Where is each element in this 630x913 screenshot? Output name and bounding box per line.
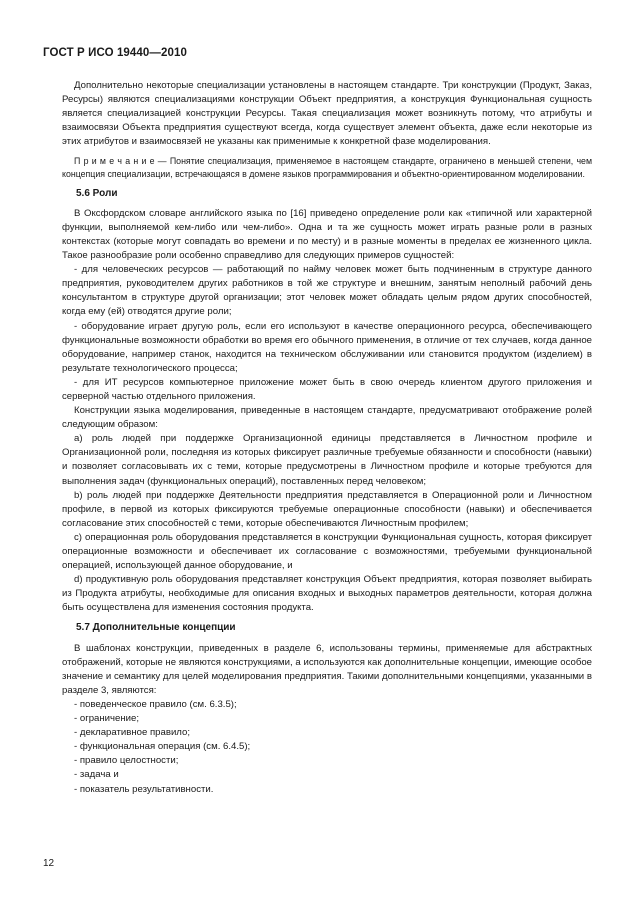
list-item: - ограничение; [74, 713, 140, 725]
list-item: b) роль людей при поддержке Деятельности предприятия представляется в Операционной роли и Личностном профиле, в первой из которых фиксируются требуемые операционные способности (навыки) и обеспечивается согласование этих способностей с теми, которые обеспечиваются Личностным профилем; [62, 489, 592, 529]
paragraph: Конструкции языка моделирования, приведенные в настоящем стандарте, предусматривают отображение ролей следующим образом: [62, 405, 592, 431]
list-item: - задача и [74, 769, 119, 781]
paragraph: В Оксфордском словаре английского языка по [16] приведено определение роли как «типичной или характерной функции, выполняемой кем-либо или чем-либо». Одна и та же сущность может играть разные роли в разных контекстах (которые могут совпадать во времени и по месту) и в разные моменты в пределах ее жизненного цикла. Такое разнообразие роли особенно справедливо для следующих примеров сущностей: [62, 207, 592, 262]
paragraph: В шаблонах конструкции, приведенных в разделе 6, использованы термины, применяемые для абстрактных отображений, которые не являются конструкциями, а используются как дополнительные концепции, имеющие особое значение и семантику для целей моделирования предприятия. Такими дополнительными концепциями, указанными в разделе 3, являются: [62, 642, 592, 696]
paragraph: Дополнительно некоторые специализации установлены в настоящем стандарте. Три конструкции (Продукт, Заказ, Ресурсы) являются специализациями конструкции Объект предприятия, а конструкция Функциональная сущность является специализацией конструкции Ресурсы. Такая специализация может возникнуть потому, что атрибуты и взаимосвязи Объекта предприятия существуют всегда, когда существует элемент объекта, даже если некоторые из этих атрибутов и взаимосвязей не указаны как применимые к конкретной фазе моделирования. [62, 80, 592, 148]
list-item: - поведенческое правило (см. 6.3.5); [74, 698, 237, 710]
document-body [62, 79, 592, 797]
section-title-5-7: 5.7 Дополнительные концепции [76, 622, 236, 634]
document-header: ГОСТ Р ИСО 19440—2010 [43, 47, 188, 59]
list-item: - правило целостности; [74, 755, 179, 767]
concept-list [62, 698, 592, 797]
list-item: - для ИТ ресурсов компьютерное приложение может быть в свою очередь клиентом другого приложения и серверной частью отдельного приложения. [62, 376, 592, 402]
note: П р и м е ч а н и е — Понятие специализация, применяемое в настоящем стандарте, ограничено в меньшей степени, чем концепция специализации, встречающаяся в домене языков программирования и объектно-ориентированном моделировании. [62, 156, 592, 180]
list-item: d) продуктивную роль оборудования представляет конструкция Объект предприятия, которая позволяет выбирать из Продукта атрибуты, необходимые для описания входных и выходных параметров деятельности, которая должна быть осуществлена для изменения состояния продукта. [62, 574, 592, 614]
list-item: а) роль людей при поддержке Организационной единицы представляется в Личностном профиле и Организационной роли, последняя из которых фиксирует различные требуемые обязанности и способности (навыки) и позволяет согласовывать их с теми, которые предусмотрены в Личностном профиле и которые требуются для выполнения задач (функциональных операций), поставленных перед человеком; [62, 433, 592, 487]
list-item: - декларативное правило; [74, 727, 191, 739]
list-item: - функциональная операция (см. 6.4.5); [74, 741, 251, 753]
list-item: - показатель результативности. [74, 783, 214, 795]
list-item: - оборудование играет другую роль, если его используют в качестве операционного ресурса, обеспечивающего функциональные возможности обработки во время его обычного применения, в отличие от тех случаев, когда данное оборудование, например станок, находится на техническом обслуживании или становится продуктом (изделием) в результате технологического процесса; [62, 320, 592, 374]
page-number: 12 [43, 858, 55, 869]
section-title-5-6: 5.6 Роли [76, 187, 118, 199]
list-item: с) операционная роль оборудования представляется в конструкции Функциональная сущность, которая фиксирует операционные возможности и обеспечивает их согласование с возможностями, требуемыми функциональной операцией, использующей данное оборудование, и [62, 531, 592, 572]
list-item: - для человеческих ресурсов — работающий по найму человек может быть подчиненным в структуре данного предприятия, руководителем других работников в той же структуре и внешним, занятым неполный рабочий день консультантом в структуре другой организации; этот человек может обладать целым рядом других способностей, когда ему (ей) отводятся другие роли; [62, 264, 592, 318]
